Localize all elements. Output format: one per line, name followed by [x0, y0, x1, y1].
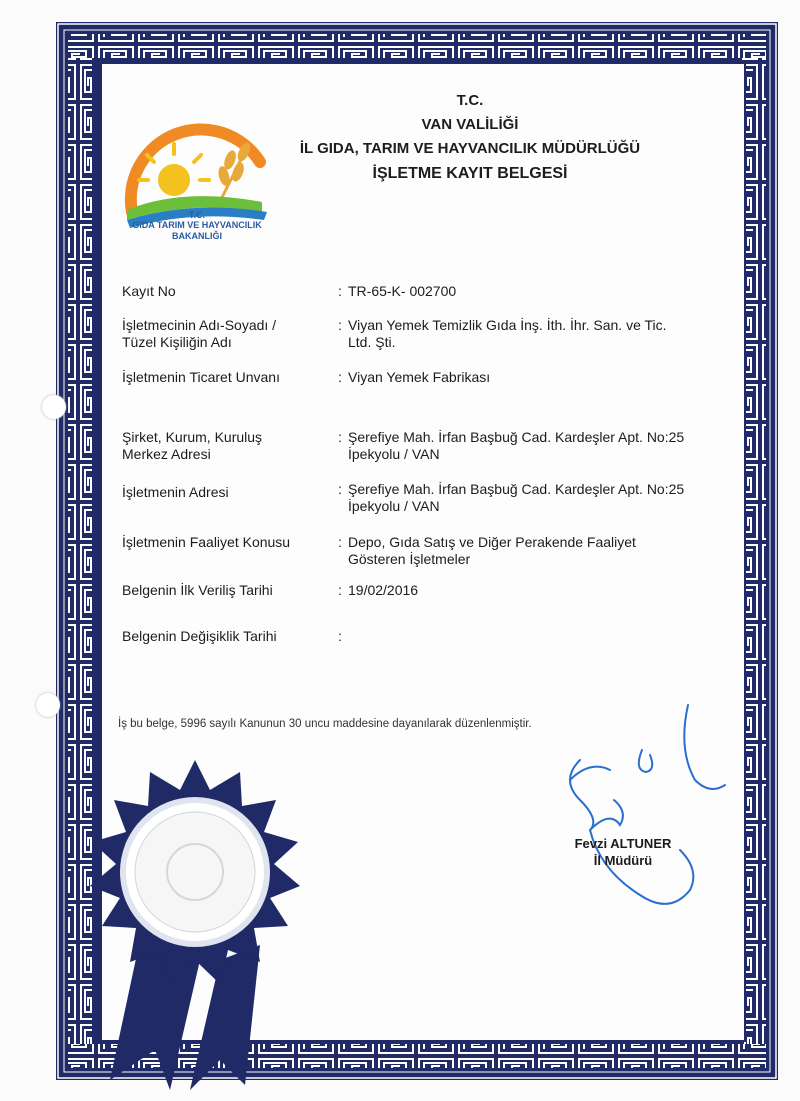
- legal-basis-note: İş bu belge, 5996 sayılı Kanunun 30 uncu maddesine dayanılarak düzenlenmiştir.: [118, 718, 532, 730]
- field-value: TR-65-K- 002700: [348, 283, 457, 299]
- signatory-title: İl Müdürü: [593, 853, 653, 868]
- field-value: Viyan Yemek Fabrikası: [348, 369, 491, 385]
- field-value: Şerefiye Mah. İrfan Başbuğ Cad. Kardeşler Apt. No:25 İpekyolu / VAN: [348, 481, 685, 514]
- field-value: 19/02/2016: [348, 582, 419, 598]
- certificate-page: T.C. GIDA TARIM VE HAYVANCILIK BAKANLIĞI T.C. VAN VALİLİĞİ İL GIDA, TARIM VE HAYVANCILIK MÜDÜRLÜĞÜ İŞLETME KAYIT BELGESİ Kayıt No : TR-65-K- 002700 İşletmecinin Adı-Soyadı / Tüzel Kişiliğin Adı : Viyan Yemek Temizlik Gıda İnş. İth. İhr. San. ve Tic. Ltd. Şti. İşletmenin Ticaret Unvanı : Viyan Yemek Fabrikası Şirket, Kurum, Kuruluş Merkez Adresi : Şerefiye Mah. İrfan Başbuğ Cad. Kardeşler Apt. No:25 İpekyolu / VAN İşletmenin Adresi : Şerefiye Mah. İrfan Başbuğ Cad. Kardeşler Apt. No:25 İpekyolu / VAN İşletmenin Faaliyet Konusu : Depo, Gıda Satış ve Diğer Perakende Faaliyet Gösteren İşletmeler Belgenin İlk Veriliş Tarihi : 19/02/2016 Belgenin Değişiklik Tarihi : İş bu belge, 5996 sayılı Kanunun 30 uncu maddesine dayanılarak düzenlenmiştir. Fevzi ALTUNER İl Müdürü: [0, 0, 800, 1101]
- handwritten-signature: [550, 700, 750, 930]
- field-label: İşletmenin Faaliyet Konusu: [122, 534, 291, 550]
- field-value: Şerefiye Mah. İrfan Başbuğ Cad. Kardeşler Apt. No:25 İpekyolu / VAN: [348, 429, 685, 462]
- signatory-name: Fevzi ALTUNER: [574, 836, 672, 851]
- header-line-governorship: VAN VALİLİĞİ: [421, 116, 519, 133]
- field-label: İşletmenin Adresi: [122, 484, 229, 500]
- logo-caption-1: T.C.: [188, 210, 205, 220]
- field-label: Kayıt No: [122, 283, 176, 299]
- field-label: Belgenin Değişiklik Tarihi: [122, 628, 277, 644]
- field-label: Şirket, Kurum, Kuruluş Merkez Adresi: [122, 429, 263, 462]
- punch-hole: [36, 693, 60, 717]
- field-label: İşletmecinin Adı-Soyadı / Tüzel Kişiliğin Adı: [122, 317, 277, 350]
- logo-caption-3: BAKANLIĞI: [172, 231, 222, 241]
- field-value: Depo, Gıda Satış ve Diğer Perakende Faaliyet Gösteren İşletmeler: [348, 534, 636, 567]
- logo-caption-2: GIDA TARIM VE HAYVANCILIK: [132, 220, 262, 230]
- official-seal-rosette: [70, 760, 320, 1090]
- field-label: Belgenin İlk Veriliş Tarihi: [122, 582, 273, 598]
- header-line-directorate: İL GIDA, TARIM VE HAYVANCILIK MÜDÜRLÜĞÜ: [299, 140, 641, 157]
- punch-hole: [42, 395, 66, 419]
- header-line-tc: T.C.: [456, 92, 484, 109]
- field-label: İşletmenin Ticaret Unvanı: [122, 369, 280, 385]
- field-value: Viyan Yemek Temizlik Gıda İnş. İth. İhr. San. ve Tic. Ltd. Şti.: [348, 317, 667, 350]
- document-title: İŞLETME KAYIT BELGESİ: [372, 165, 568, 182]
